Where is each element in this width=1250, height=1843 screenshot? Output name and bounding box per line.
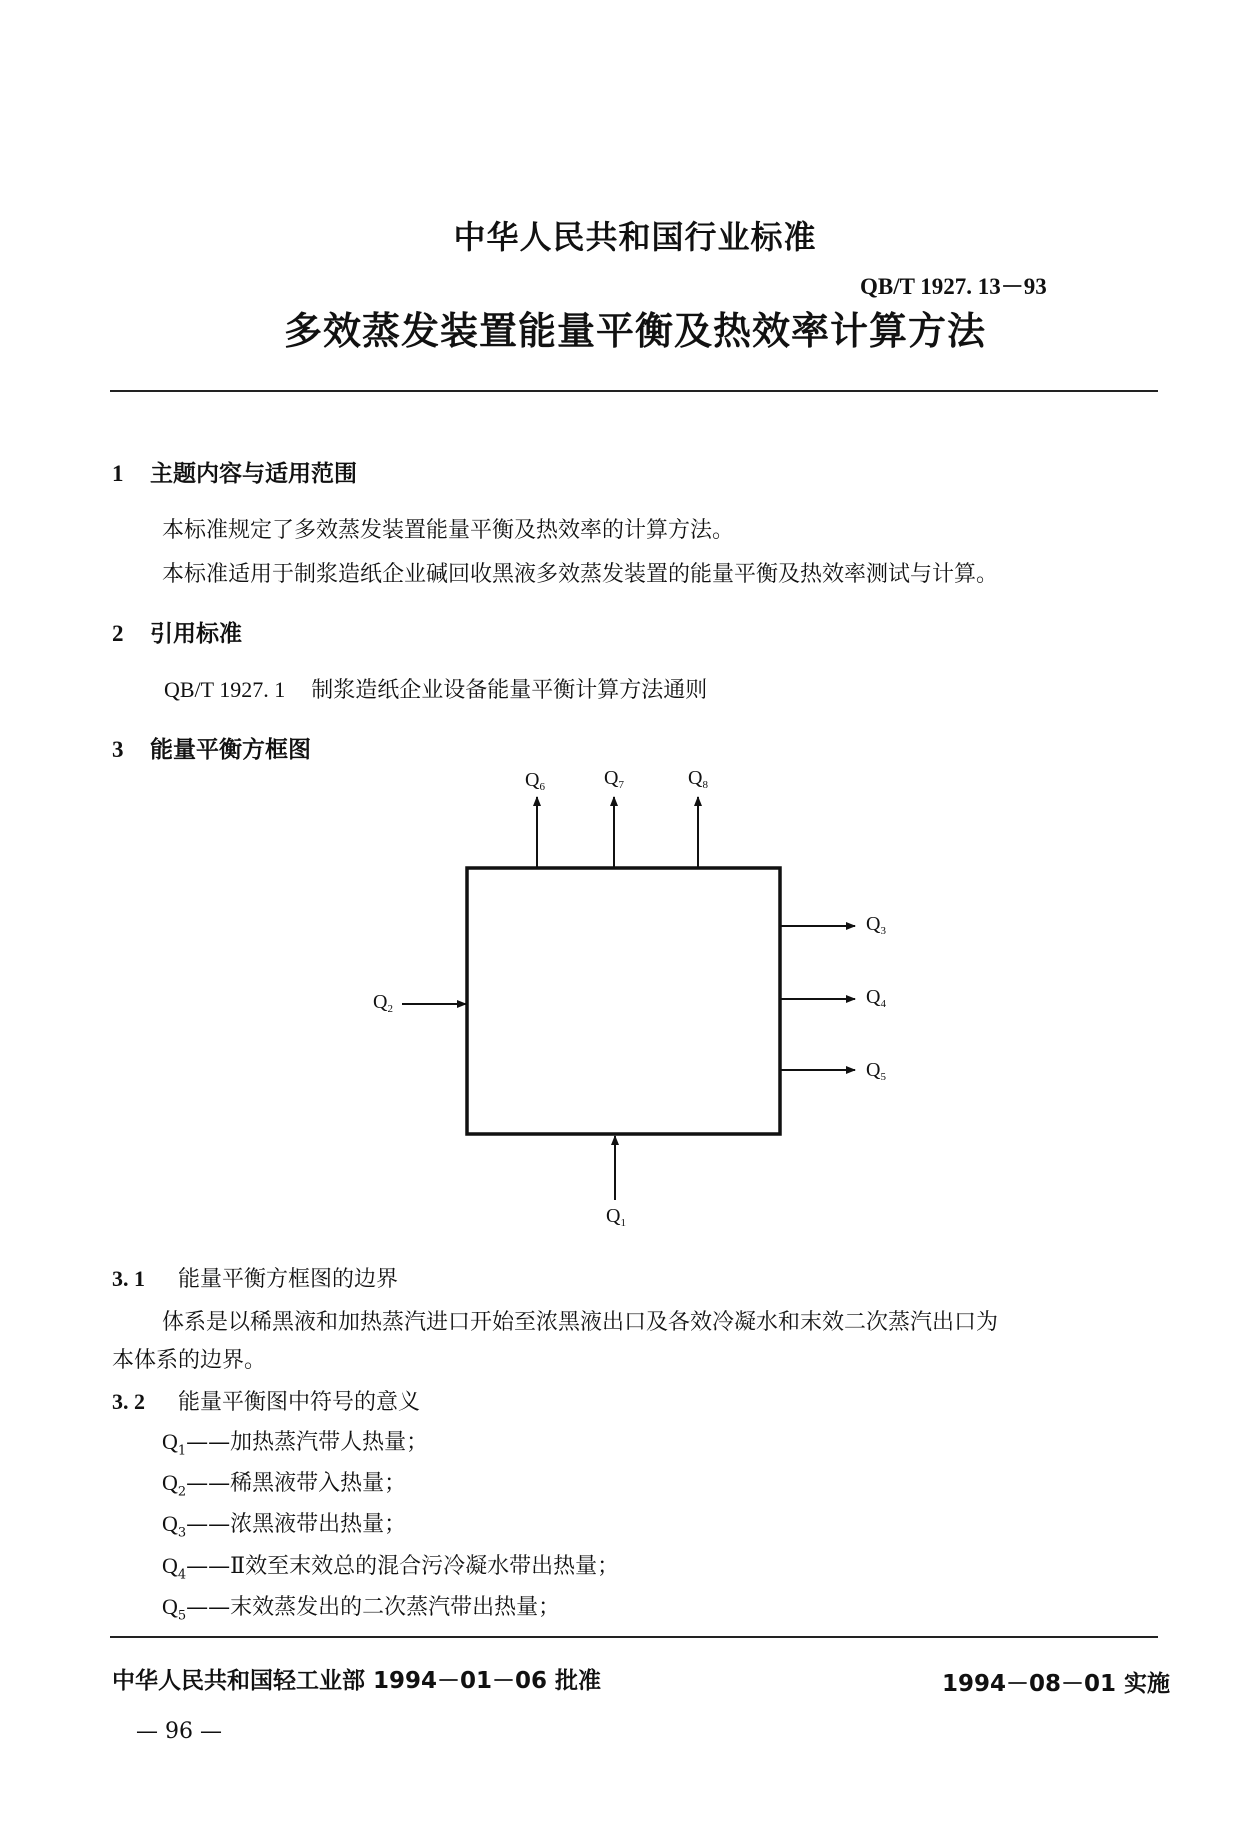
section-1-paragraph-1: 本标准规定了多效蒸发装置能量平衡及热效率的计算方法。 (162, 518, 735, 543)
symbol-definition: $Q_3——$浓黑液带出热量； (162, 1511, 407, 1541)
label-top-right: $Q_8$ (688, 767, 708, 791)
section-3-1-paragraph-line-2: 本体系的边界。 (112, 1348, 267, 1373)
section-1-paragraph-2: 本标准适用于制浆造纸企业碱回收黑液多效蒸发装置的能量平衡及热效率测试与计算。 (162, 562, 999, 587)
section-3-title: 能量平衡方框图 (150, 737, 311, 763)
reference-code: QB/T 1927. 1 (164, 677, 286, 702)
symbol-definition: $Q_4——Ⅱ$效至末效总的混合污冷凝水带出热量； (162, 1553, 620, 1583)
reference-title: 制浆造纸企业设备能量平衡计算方法通则 (311, 678, 708, 703)
section-3-1-title: 能量平衡方框图的边界 (178, 1267, 399, 1292)
page-number: — 96 — (136, 1719, 222, 1744)
label-top-mid: $Q_7$ (604, 767, 624, 791)
label-left: $Q_2$ (373, 991, 393, 1015)
section-2-title: 引用标准 (150, 621, 242, 647)
section-3-1-heading (112, 1262, 398, 1293)
section-3-number: 3 (112, 737, 124, 762)
section-3-2-heading (112, 1385, 420, 1416)
industry-standard-heading: 中华人民共和国行业标准 (453, 218, 817, 256)
symbol-definition: $Q_1——$加热蒸汽带人热量； (162, 1429, 429, 1459)
document-title: 多效蒸发装置能量平衡及热效率计算方法 (283, 309, 986, 353)
system-boundary-box (467, 868, 780, 1134)
footer-divider (110, 1636, 1158, 1638)
implementation-date: 1994－08－01 实施 (942, 1671, 1171, 1697)
section-3-2-number: 3. 2 (112, 1389, 145, 1414)
section-1-number: 1 (112, 461, 124, 486)
approval-line: 中华人民共和国轻工业部 1994－01－06 批准 (112, 1668, 602, 1694)
section-3-1-paragraph-line-1: 体系是以稀黑液和加热蒸汽进口开始至浓黑液出口及各效冷凝水和末效二次蒸汽出口为 (162, 1310, 999, 1335)
section-3-1-number: 3. 1 (112, 1266, 145, 1291)
symbol-definition: $Q_2——$稀黑液带入热量； (162, 1470, 407, 1500)
label-top-left: $Q_6$ (525, 769, 545, 793)
section-3-2-title: 能量平衡图中符号的意义 (178, 1390, 421, 1415)
symbol-definition: $Q_5——$末效蒸发出的二次蒸汽带出热量； (162, 1594, 561, 1624)
section-1-title: 主题内容与适用范围 (150, 461, 357, 487)
section-2-number: 2 (112, 621, 124, 646)
label-right-bottom: $Q_5$ (866, 1059, 886, 1083)
label-right-mid: $Q_4$ (866, 986, 886, 1010)
label-bottom: $Q_1$ (606, 1205, 626, 1229)
standard-number: QB/T 1927. 13－93 (860, 274, 1047, 299)
label-right-top: $Q_3$ (866, 913, 886, 937)
